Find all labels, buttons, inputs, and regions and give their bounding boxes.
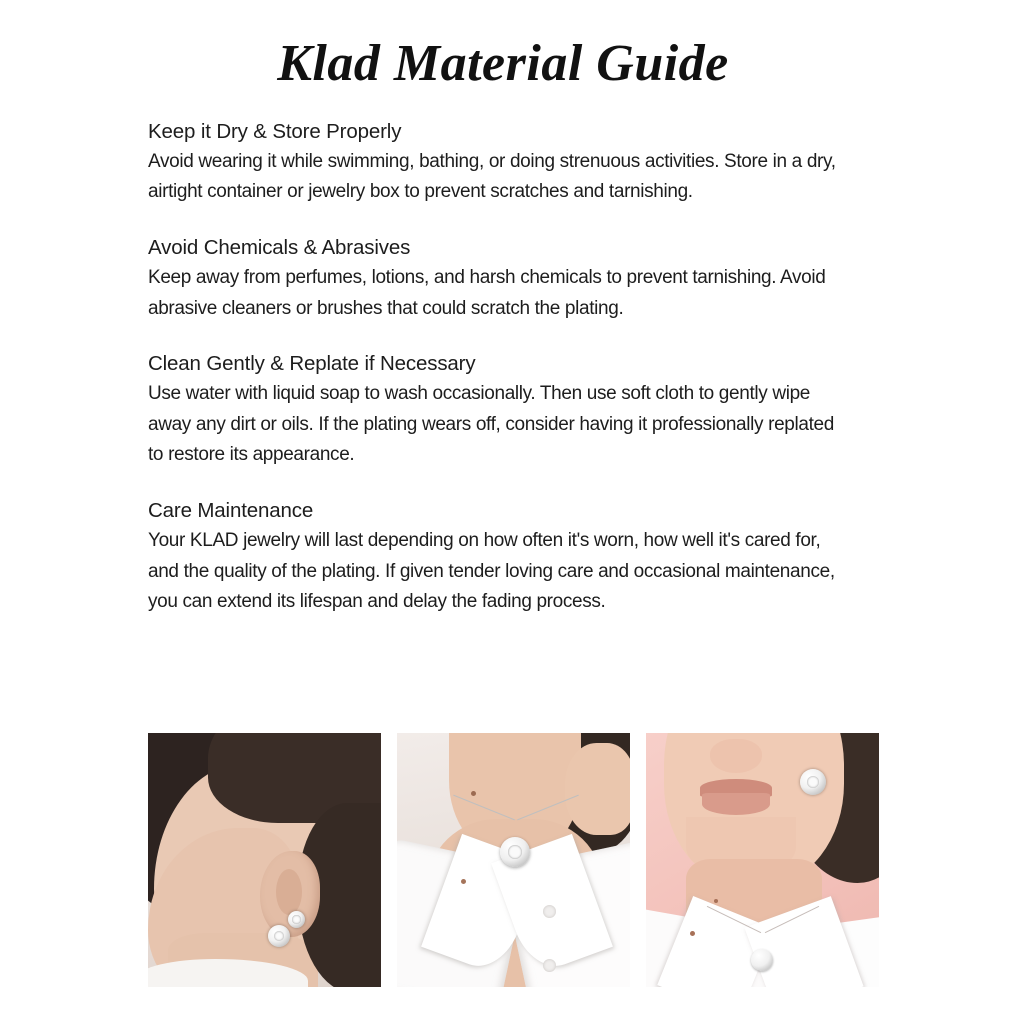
hand-shape	[565, 743, 630, 835]
section-heading: Care Maintenance	[148, 499, 314, 523]
pendant-icon	[500, 837, 530, 867]
guide-sections	[0, 119, 1024, 618]
section-body: Your KLAD jewelry will last depending on how often it's worn, how well it's cared for, and the quality of the plating. If given tender loving care and occasional maintenance, you can extend its lifespan and delay the fading process.	[148, 529, 835, 613]
section-body: Avoid wearing it while swimming, bathing, or doing strenuous activities. Store in a dry, airtight container or jewelry box to prevent scratches and tarnishing.	[148, 150, 836, 203]
photo-portrait-pink-background	[646, 733, 879, 987]
page-title: Klad Material Guide	[277, 35, 729, 92]
section-heading: Clean Gently & Replate if Necessary	[148, 352, 476, 376]
section-heading: Keep it Dry & Store Properly	[148, 120, 402, 143]
stud-earring-small-icon	[288, 911, 305, 928]
section-avoid-chemicals	[148, 235, 876, 324]
skin-mark	[471, 791, 476, 796]
section-care-maintenance	[148, 498, 876, 618]
skin-mark	[461, 879, 466, 884]
section-keep-it-dry	[148, 119, 876, 208]
product-photo-gallery	[148, 733, 879, 987]
section-clean-gently	[148, 351, 876, 471]
lips-lower-shape	[702, 793, 770, 815]
stud-earring-icon	[268, 925, 290, 947]
stud-earring-icon	[800, 769, 826, 795]
skin-mark	[714, 899, 718, 903]
nose-shape	[710, 739, 762, 773]
ear-inner-shape	[276, 869, 302, 915]
shirt-button	[543, 905, 556, 918]
section-body: Use water with liquid soap to wash occasionally. Then use soft cloth to gently wipe away any dirt or oils. If the plating wears off, consider having it professionally replated to restore its appearance.	[148, 382, 834, 466]
pendant-icon	[751, 949, 773, 971]
photo-ear-stud-earrings	[148, 733, 381, 987]
section-body: Keep away from perfumes, lotions, and harsh chemicals to prevent tarnishing. Avoid abrasive cleaners or brushes that could scratch the plating.	[148, 266, 826, 319]
section-heading: Avoid Chemicals & Abrasives	[148, 236, 411, 260]
skin-mark	[690, 931, 695, 936]
shirt-button	[543, 959, 556, 972]
photo-neck-pendant-necklace	[397, 733, 630, 987]
